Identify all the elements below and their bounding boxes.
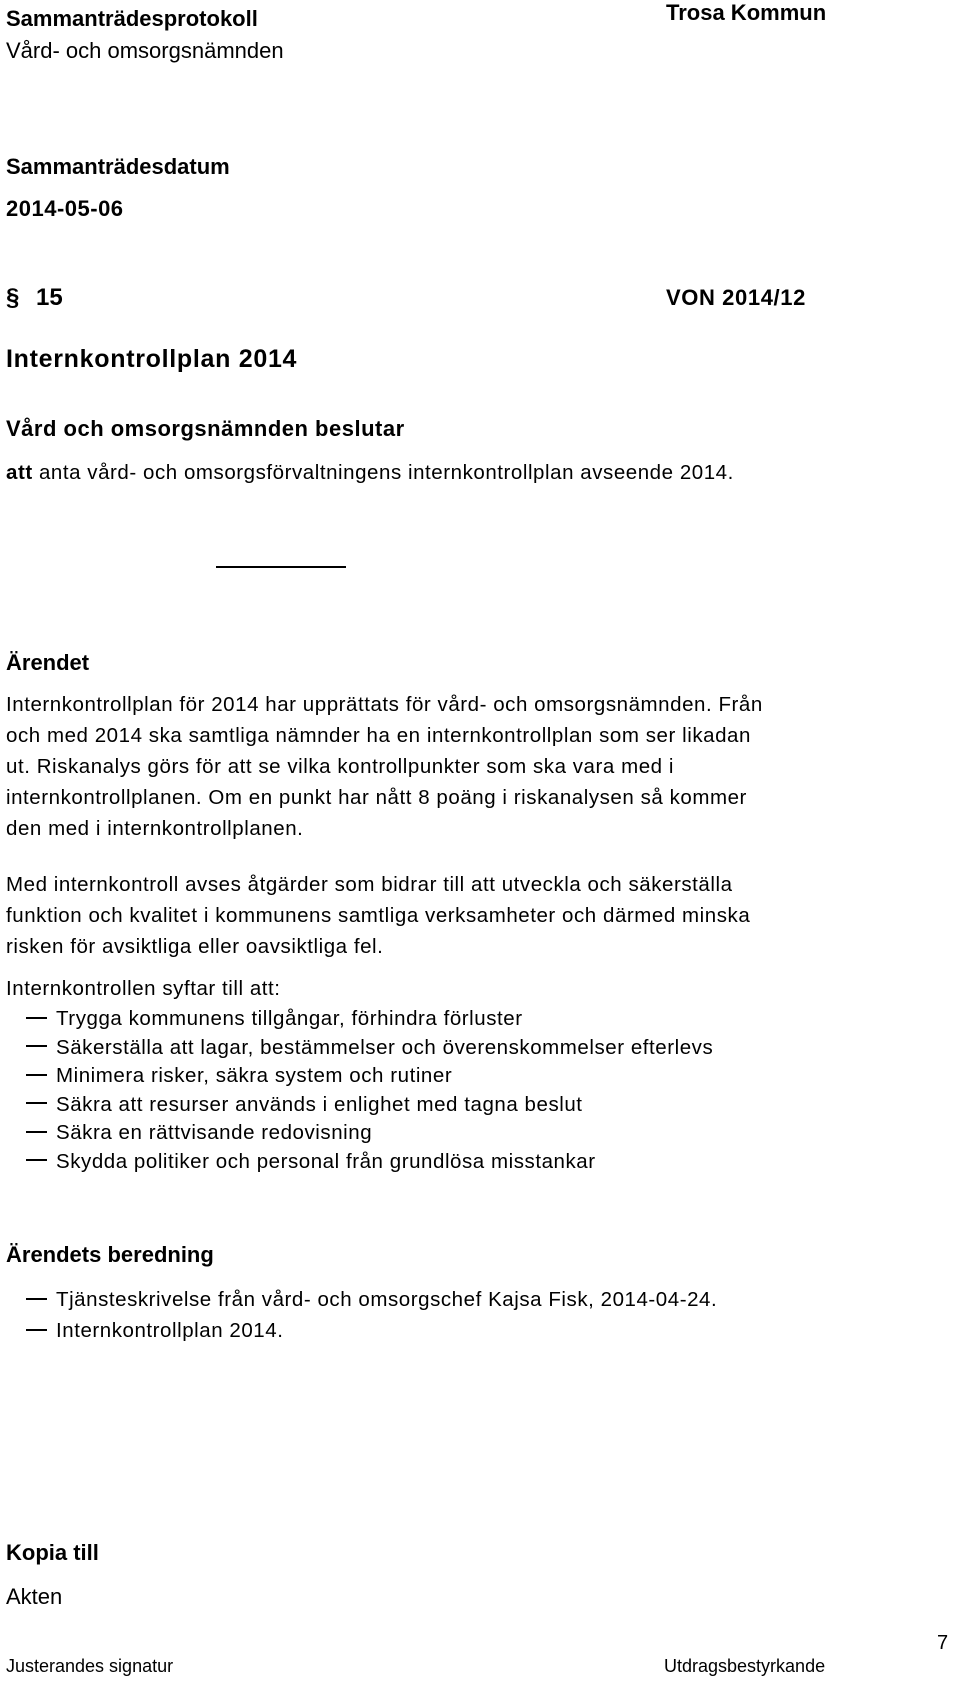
municipality-name: Trosa Kommun	[666, 0, 827, 25]
list-item: Tjänsteskrivelse från vård- och omsorgschef Kajsa Fisk, 2014-04-24.	[6, 1284, 717, 1315]
list-item: Skydda politiker och personal från grundlösa misstankar	[6, 1148, 713, 1177]
dash-bullet-icon	[26, 1329, 47, 1331]
list-item: Minimera risker, säkra system och rutiner	[6, 1062, 713, 1091]
list-item: Säkra att resurser används i enlighet med tagna beslut	[6, 1091, 713, 1120]
certifier-label: Utdragsbestyrkande	[664, 1656, 826, 1676]
signature-label: Justerandes signatur	[6, 1656, 174, 1676]
case-number: VON 2014/12	[666, 285, 806, 310]
dash-bullet-icon	[26, 1159, 47, 1161]
dash-bullet-icon	[26, 1298, 47, 1300]
document-type: Sammanträdesprotokoll	[6, 6, 258, 31]
list-item: Säkerställa att lagar, bestämmelser och överenskommelser efterlevs	[6, 1034, 713, 1063]
dash-bullet-icon	[26, 1074, 47, 1076]
section-number: 15	[36, 284, 63, 311]
page-title: Internkontrollplan 2014	[6, 345, 298, 373]
purpose-list	[6, 1005, 713, 1176]
meeting-date-label: Sammanträdesdatum	[6, 154, 230, 179]
purpose-intro: Internkontrollen syftar till att:	[6, 977, 281, 1000]
paragraph-line: internkontrollplanen. Om en punkt har nått 8 poäng i riskanalysen så kommer	[6, 786, 747, 809]
decision-lead: att	[6, 461, 33, 484]
paragraph-line: den med i internkontrollplanen.	[6, 817, 304, 840]
arendet-paragraph-1	[6, 689, 946, 844]
page-number: 7	[937, 1632, 949, 1654]
paragraph-line: ut. Riskanalys görs för att se vilka kontrollpunkter som ska vara med i	[6, 755, 674, 778]
decision-text	[6, 457, 734, 488]
decision-heading: Vård och omsorgsnämnden beslutar	[6, 416, 405, 441]
arendet-heading: Ärendet	[6, 650, 90, 675]
decision-body: anta vård- och omsorgsförvaltningens internkontrollplan avseende 2014.	[32, 461, 734, 484]
arendet-paragraph-2	[6, 869, 946, 962]
section-ref	[6, 284, 63, 312]
paragraph-line: Internkontrollplan för 2014 har upprättats för vård- och omsorgsnämnden. Från	[6, 693, 763, 716]
section-symbol: §	[6, 284, 20, 311]
paragraph-line: och med 2014 ska samtliga nämnder ha en internkontrollplan som ser likadan	[6, 724, 751, 747]
paragraph-line: risken för avsiktliga eller oavsiktliga fel.	[6, 935, 384, 958]
meeting-date: 2014-05-06	[6, 196, 124, 221]
paragraph-line: funktion och kvalitet i kommunens samtliga verksamheter och därmed minska	[6, 904, 751, 927]
dash-bullet-icon	[26, 1102, 47, 1104]
separator-rule	[216, 566, 346, 568]
dash-bullet-icon	[26, 1017, 47, 1019]
list-item: Trygga kommunens tillgångar, förhindra förluster	[6, 1005, 713, 1034]
dash-bullet-icon	[26, 1131, 47, 1133]
list-item: Internkontrollplan 2014.	[6, 1315, 717, 1346]
copy-recipient: Akten	[6, 1584, 63, 1609]
copy-to-heading: Kopia till	[6, 1540, 99, 1565]
list-item: Säkra en rättvisande redovisning	[6, 1119, 713, 1148]
paragraph-line: Med internkontroll avses åtgärder som bidrar till att utveckla och säkerställa	[6, 873, 733, 896]
beredning-list	[6, 1284, 717, 1346]
beredning-heading: Ärendets beredning	[6, 1242, 214, 1267]
dash-bullet-icon	[26, 1045, 47, 1047]
committee-name: Vård- och omsorgsnämnden	[6, 38, 284, 63]
